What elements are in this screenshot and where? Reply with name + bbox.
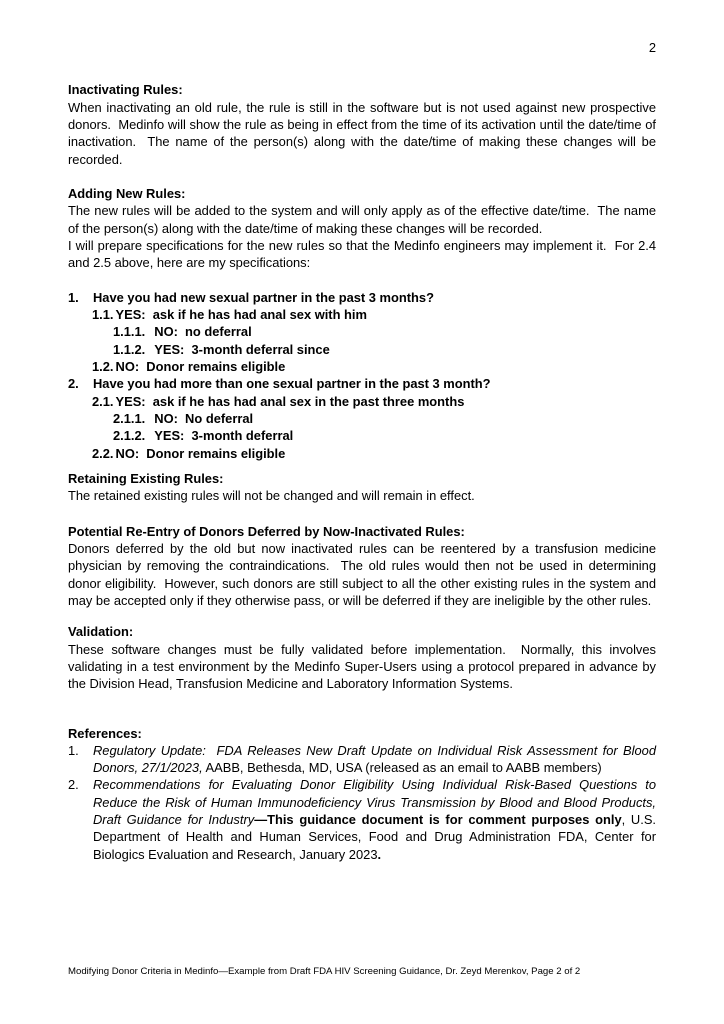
reference-item [68, 776, 660, 863]
spec-item-number: 1.2. [92, 358, 114, 374]
spec-item-number: 2. [68, 376, 79, 392]
spec-item [68, 445, 656, 462]
section-heading: Inactivating Rules: [68, 82, 183, 98]
spec-item-text: NO: No deferral [154, 410, 254, 426]
section-heading: Adding New Rules: [68, 185, 186, 201]
reference-text-run: Recommendations for Evaluating Donor Eligibility Using Individual Risk-Based Questions to Reduce the Risk of Human Immunodeficiency Virus Transmission by Blood and Blood Products, Draft Guidance for Industry [93, 777, 660, 828]
spec-item-number: 1. [68, 289, 79, 305]
spec-item-number: 2.1.2. [113, 428, 146, 444]
spec-item [68, 427, 656, 444]
spec-item [68, 410, 656, 427]
spec-item-text: Have you had new sexual partner in the past 3 months? [93, 289, 434, 305]
spec-item-number: 1.1.1. [113, 324, 146, 340]
reference-text-run: AABB, Bethesda, MD, USA (released as an email to AABB members) [202, 760, 602, 776]
page-number: 2 [648, 40, 656, 55]
section-heading: Potential Re-Entry of Donors Deferred by Now-Inactivated Rules: [68, 523, 465, 539]
reference-body [93, 742, 660, 777]
section-body: Donors deferred by the old but now inactivated rules can be reentered by a transfusion medicine physician by removing the contraindications. The old rules would then not be used in determining donor eligibility. However, such donors are still subject to all the other existing rules in the system and may be accepted only if they otherwise pass, or will be deferred if they are ineligible by the other rules. [68, 540, 660, 608]
spec-item-text: NO: Donor remains eligible [115, 445, 286, 461]
spec-item [68, 375, 656, 392]
reference-number: 2. [68, 777, 79, 793]
section-heading: Retaining Existing Rules: [68, 470, 224, 486]
intro-paragraph: I will prepare specifications for the new rules so that the Medinfo engineers may implement it. For 2.4 and 2.5 above, here are my specifications: [68, 237, 660, 271]
spec-item-text: YES: ask if he has had anal sex in the past three months [115, 393, 465, 409]
section-body: The retained existing rules will not be changed and will remain in effect. [68, 488, 475, 504]
references-heading: References: [68, 725, 142, 741]
references-list [68, 742, 660, 863]
spec-item [68, 358, 656, 375]
section-body: The new rules will be added to the system and will only apply as of the effective date/time. The name of the person(s) along with the date/time of making these changes will be recorded. [68, 203, 660, 236]
section-body: When inactivating an old rule, the rule is still in the software but is not used against new prospective donors. Medinfo will show the rule as being in effect from the time of its activation until the date/time of inactivation. The name of the person(s) along with the date/time of making these changes will be recorded. [68, 99, 660, 167]
section-validation [68, 623, 660, 692]
spec-item-number: 2.2. [92, 445, 114, 461]
spec-item-number: 1.1. [92, 306, 114, 322]
spec-item-text: NO: Donor remains eligible [115, 358, 286, 374]
spec-item-text: YES: ask if he has had anal sex with him [115, 306, 367, 322]
reference-text-run: Regulatory Update: FDA Releases New Draft Update on Individual Risk Assessment for Blood Donors, 27/1/2023, [93, 742, 660, 776]
spec-item-text: YES: 3-month deferral since [154, 341, 330, 357]
spec-item [68, 289, 656, 306]
spec-item-number: 1.1.2. [113, 341, 146, 357]
section-references [68, 725, 660, 864]
spec-item [68, 393, 656, 410]
section-retaining [68, 470, 656, 505]
spec-item-number: 2.1.1. [113, 410, 146, 426]
reference-text-run: , U.S. Department of Health and Human Services, Food and Drug Administration FDA, Center for Biologics Evaluation and Research, January 2023 [93, 812, 660, 862]
page-footer: Modifying Donor Criteria in Medinfo—Example from Draft FDA HIV Screening Guidance, Dr. Zeyd Merenkov, Page 2 of 2 [68, 966, 581, 977]
spec-item [68, 323, 656, 340]
section-adding [68, 185, 660, 237]
reference-number: 1. [68, 742, 79, 758]
section-body: These software changes must be fully validated before implementation. Normally, this involves validating in a test environment by the Medinfo Super-Users using a protocol prepared in advance by the Division Head, Transfusion Medicine and Laboratory Information Systems. [68, 641, 660, 692]
reference-item [68, 742, 660, 777]
spec-list [68, 289, 656, 462]
spec-item-number: 2.1. [92, 393, 114, 409]
spec-item-text: Have you had more than one sexual partner in the past 3 month? [93, 376, 491, 392]
spec-item [68, 341, 656, 358]
section-inactivating [68, 81, 660, 168]
reference-body [93, 776, 660, 863]
section-heading: Validation: [68, 624, 134, 640]
spec-item [68, 306, 656, 323]
reference-text-run: . [377, 846, 382, 862]
spec-item-text: YES: 3-month deferral [154, 428, 294, 444]
spec-item-text: NO: no deferral [154, 324, 252, 340]
section-potential [68, 523, 660, 610]
reference-text-run: —This guidance document is for comment purposes only [254, 812, 622, 828]
